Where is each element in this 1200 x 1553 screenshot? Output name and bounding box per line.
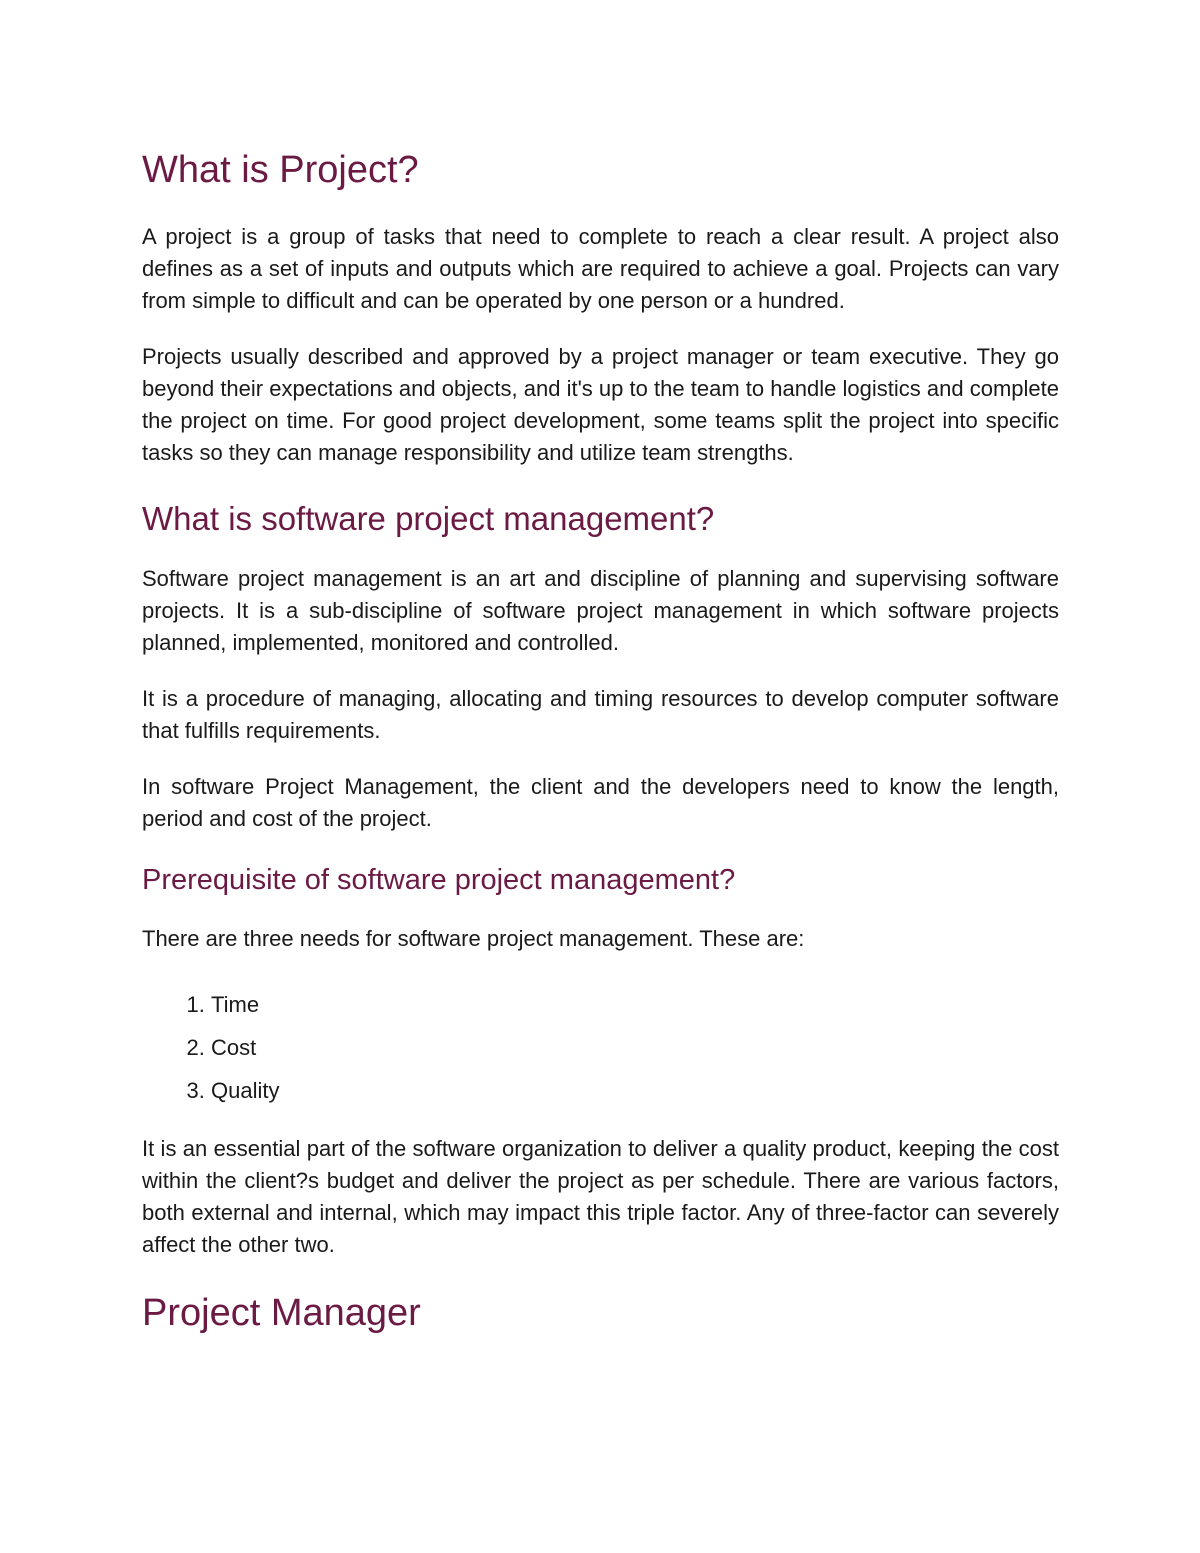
- heading-what-is-spm: What is software project management?: [142, 499, 715, 537]
- paragraph-prerequisite-intro: There are three needs for software project management. These are:: [142, 925, 805, 951]
- heading-project-manager: Project Manager: [142, 1291, 421, 1334]
- paragraph-spm-client: In software Project Management, the client and the developers need to know the length, period and cost of the project.: [142, 774, 1059, 832]
- list-item-time: 1. Time: [211, 983, 1059, 1026]
- paragraph-triple-factor: It is an essential part of the software organization to deliver a quality product, keeping the cost within the client?s budget and deliver the project as per schedule. There are various factors, both external and internal, which may impact this triple factor. Any of three-factor can severely affect the other two.: [142, 1135, 1059, 1257]
- heading-prerequisite: Prerequisite of software project management?: [142, 864, 736, 897]
- needs-list: [142, 983, 1059, 1112]
- heading-what-is-project: What is Project?: [142, 149, 419, 191]
- list-item-quality: 3. Quality: [211, 1069, 1059, 1112]
- list-item-cost: 2. Cost: [211, 1026, 1059, 1069]
- paragraph-spm-procedure: It is a procedure of managing, allocating and timing resources to develop computer software that fulfills requirements.: [142, 686, 1059, 744]
- paragraph-project-approval: Projects usually described and approved by a project manager or team executive. They go beyond their expectations and objects, and it's up to the team to handle logistics and complete the project on time. For good project development, some teams split the project into specific tasks so they can manage responsibility and utilize team strengths.: [142, 343, 1059, 465]
- paragraph-project-definition: A project is a group of tasks that need to complete to reach a clear result. A project also defines as a set of inputs and outputs which are required to achieve a goal. Projects can vary from simple to difficult and can be operated by one person or a hundred.: [142, 223, 1059, 313]
- document-page: [142, 148, 1059, 1337]
- paragraph-spm-definition: Software project management is an art and discipline of planning and supervising software projects. It is a sub-discipline of software project management in which software projects planned, implemented, monitored and controlled.: [142, 566, 1059, 656]
